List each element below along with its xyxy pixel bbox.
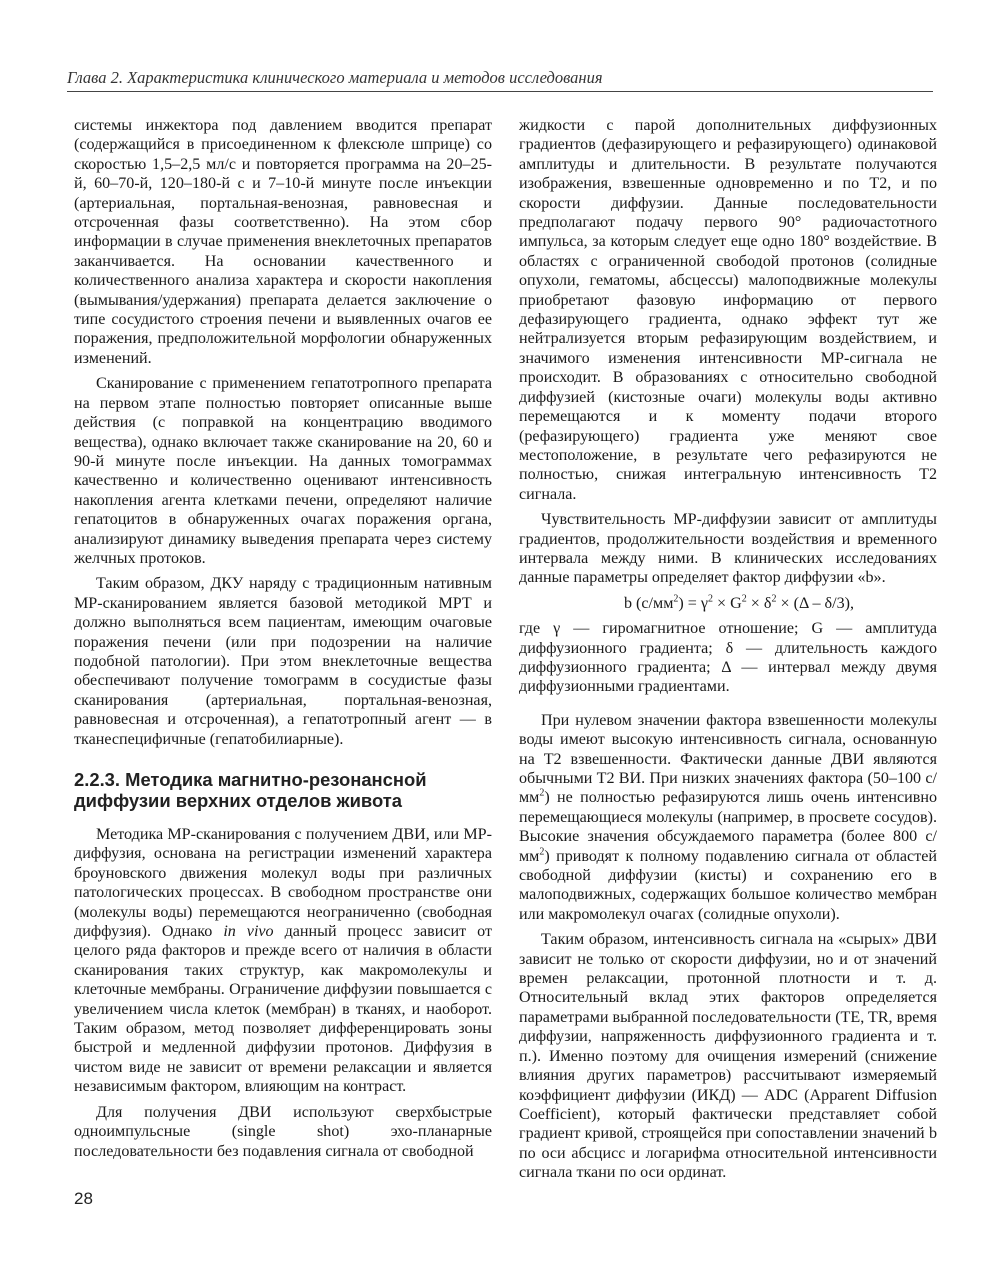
right-column	[519, 116, 937, 1189]
paragraph: Таким образом, интенсивность сигнала на «сырых» ДВИ зависит не только от скорости диффузии, но и от значений времен релаксации, протонной плотности и т. д. Относительный вклад этих факторов определяется параметрами выбранной последовательности (TE, TR, время диффузии, напряженность диффузионного градиента и т. п.). Именно поэтому для очищения измерений (снижение влияния других параметров) рассчитывают измеряемый коэффициент диффузии (ИКД) — ADC (Apparent Diffusion Coefficient), который фактически представляет собой градиент кривой, строящейся при сопоставлении значений b по оси абсцисс и логарифма относительной интенсивности сигнала ткани по оси ординат.	[519, 931, 937, 1182]
superscript: 2	[673, 593, 679, 605]
formula-legend: где γ — гиромагнитное отношение; G — амплитуда диффузионного градиента; δ — длительность каждого диффузионного градиента; Δ — интервал между двумя диффузионными градиентами.	[519, 620, 937, 696]
text-run: данный процесс зависит от целого ряда факторов и прежде всего от наличия в области сканирования таких структур, как макромолекулы и клеточные мембраны. Ограничение диффузии повышается с увеличением числа клеток (мембран) в тканях, и наоборот. Таким образом, метод позволяет дифференцировать зоны быстрой и медленной диффузии протонов. Диффузия в чистом виде не зависит от времени релаксации и является независимым фактором, влияющим на контраст.	[74, 923, 492, 1096]
text-run: При нулевом значении фактора взвешенности молекулы воды имеют высокую интенсивность сигнала, основанную на Т2 взвешенности. Фактически данные ДВИ являются обычными Т2 ВИ. При низких значениях фактора (50–100 с/мм	[519, 711, 937, 807]
italic-text: in vivo	[223, 923, 274, 941]
formula-part: b (с/мм	[623, 594, 674, 612]
formula-part: × G	[713, 594, 742, 612]
text-run: ) приводят к полному подавлению сигнала от областей свободной диффузии (кисты) и сохранению его в малоподвижных, содержащих большое количество мембран или макромолекул очагах (солидные опухоли).	[519, 847, 937, 923]
paragraph	[74, 825, 492, 1097]
section-heading: 2.2.3. Методика магнитно-резонансной диффузии верхних отделов живота	[74, 769, 427, 811]
paragraph: жидкости с парой дополнительных диффузионных градиентов (дефазирующего и рефазирующего) одинаковой амплитуды и длительности. В результате получаются изображения, взвешенные одновременно и по Т2, и по скорости диффузии. Данные последовательности предполагают подачу первого 90° радиочастотного импульса, за которым следует еще одно 180° воздействие. В областях с ограниченной свободой протонов (солидные опухоли, гематомы, абсцессы) малоподвижные молекулы приобретают фазовую информацию от первого дефазирующего градиента, однако эффект тут же нейтрализуется вторым рефазирующим воздействием, и значимого изменения интенсивности МР-сигнала не происходит. В образованиях с относительно свободной диффузией (кистозные очаги) молекулы воды активно перемещаются и к моменту подачи второго (рефазирующего) градиента уже меняют свое местоположение, в результате чего рефазируются не полностью, снижая интегральную интенсивность Т2 сигнала.	[519, 117, 937, 503]
paragraph: Таким образом, ДКУ наряду с традиционным нативным МР-сканированием является базовой методикой МРТ и должно выполняться всем пациентам, имеющим очаговые поражения печени (или при подозрении на наличие подобной патологии). При этом внеклеточные вещества обеспечивают получение томограмм в сосудистые фазы сканирования (артериальная, портальная-венозная, равновесная и отсроченная), а гепатотропный агент — в тканеспецифичные (гепатобилиарные).	[74, 575, 492, 748]
paragraph: Сканирование с применением гепатотропного препарата на первом этапе полностью повторяет описанные выше действия (с поправкой на концентрацию вводимого вещества), однако включает также сканирование на 20, 60 и 90-й минуте после инъекции. На данных томограммах качественно и количественно оценивают интенсивность накопления агента клетками печени, определяют наличие гепатоцитов в обнаруженных очагах поражения органа, анализируют динамику выведения препарата через систему желчных протоков.	[74, 375, 492, 567]
superscript: 2	[539, 846, 545, 858]
text-run: ) не полностью рефазируются лишь очень интенсивно перемещающиеся молекулы (например, в просвете сосудов). Высокие значения обсуждаемого параметра (более 800 с/мм	[519, 789, 937, 865]
superscript: 2	[708, 593, 714, 605]
formula-part: × (Δ – δ/3),	[776, 594, 855, 612]
superscript: 2	[771, 593, 777, 605]
running-head: Глава 2. Характеристика клинического материала и методов исследования	[67, 68, 933, 92]
text-run: Методика МР-сканирования с получением ДВИ, или МР-диффузия, основана на регистрации изменений характера броуновского движения молекул воды при различных патологических процессах. В свободном пространстве они (молекулы воды) перемещаются неограниченно (свободная диффузия). Однако	[74, 826, 492, 941]
page-number: 28	[74, 1189, 93, 1208]
paragraph: Чувствительность МР-диффузии зависит от амплитуды градиентов, продолжительности воздействия и временного интервала между ними. В клинических исследованиях данные параметры определяет фактор диффузии «b».	[519, 511, 937, 587]
formula-part: × δ	[746, 594, 772, 612]
formula-part: ) = γ	[678, 594, 709, 612]
superscript: 2	[539, 788, 545, 800]
superscript: 2	[741, 593, 747, 605]
paragraph	[519, 711, 937, 924]
formula-b-factor	[519, 594, 937, 613]
left-column	[74, 116, 492, 1167]
paragraph: системы инжектора под давлением вводится препарат (содержащийся в присоединенном к флексюле шприце) со скоростью 1,5–2,5 мл/с и повторяется программа на 20–25-й, 60–70-й, 120–180-й с и 7–10-й минуте после инъекции (артериальная, портальная-венозная, равновесная и отсроченная фазы соответственно). На этом сбор информации в случае применения внеклеточных препаратов заканчивается. На основании качественного и количественного анализа характера и скорости накопления (вымывания/удержания) препарата делается заключение о типе сосудистого строения печени и выявленных очагов ее поражения, предположительной морфологии обнаруженных изменений.	[74, 117, 492, 367]
paragraph: Для получения ДВИ используют сверхбыстрые одноимпульсные (single shot) эхо-планарные последовательности без подавления сигнала от свободной	[74, 1103, 492, 1160]
